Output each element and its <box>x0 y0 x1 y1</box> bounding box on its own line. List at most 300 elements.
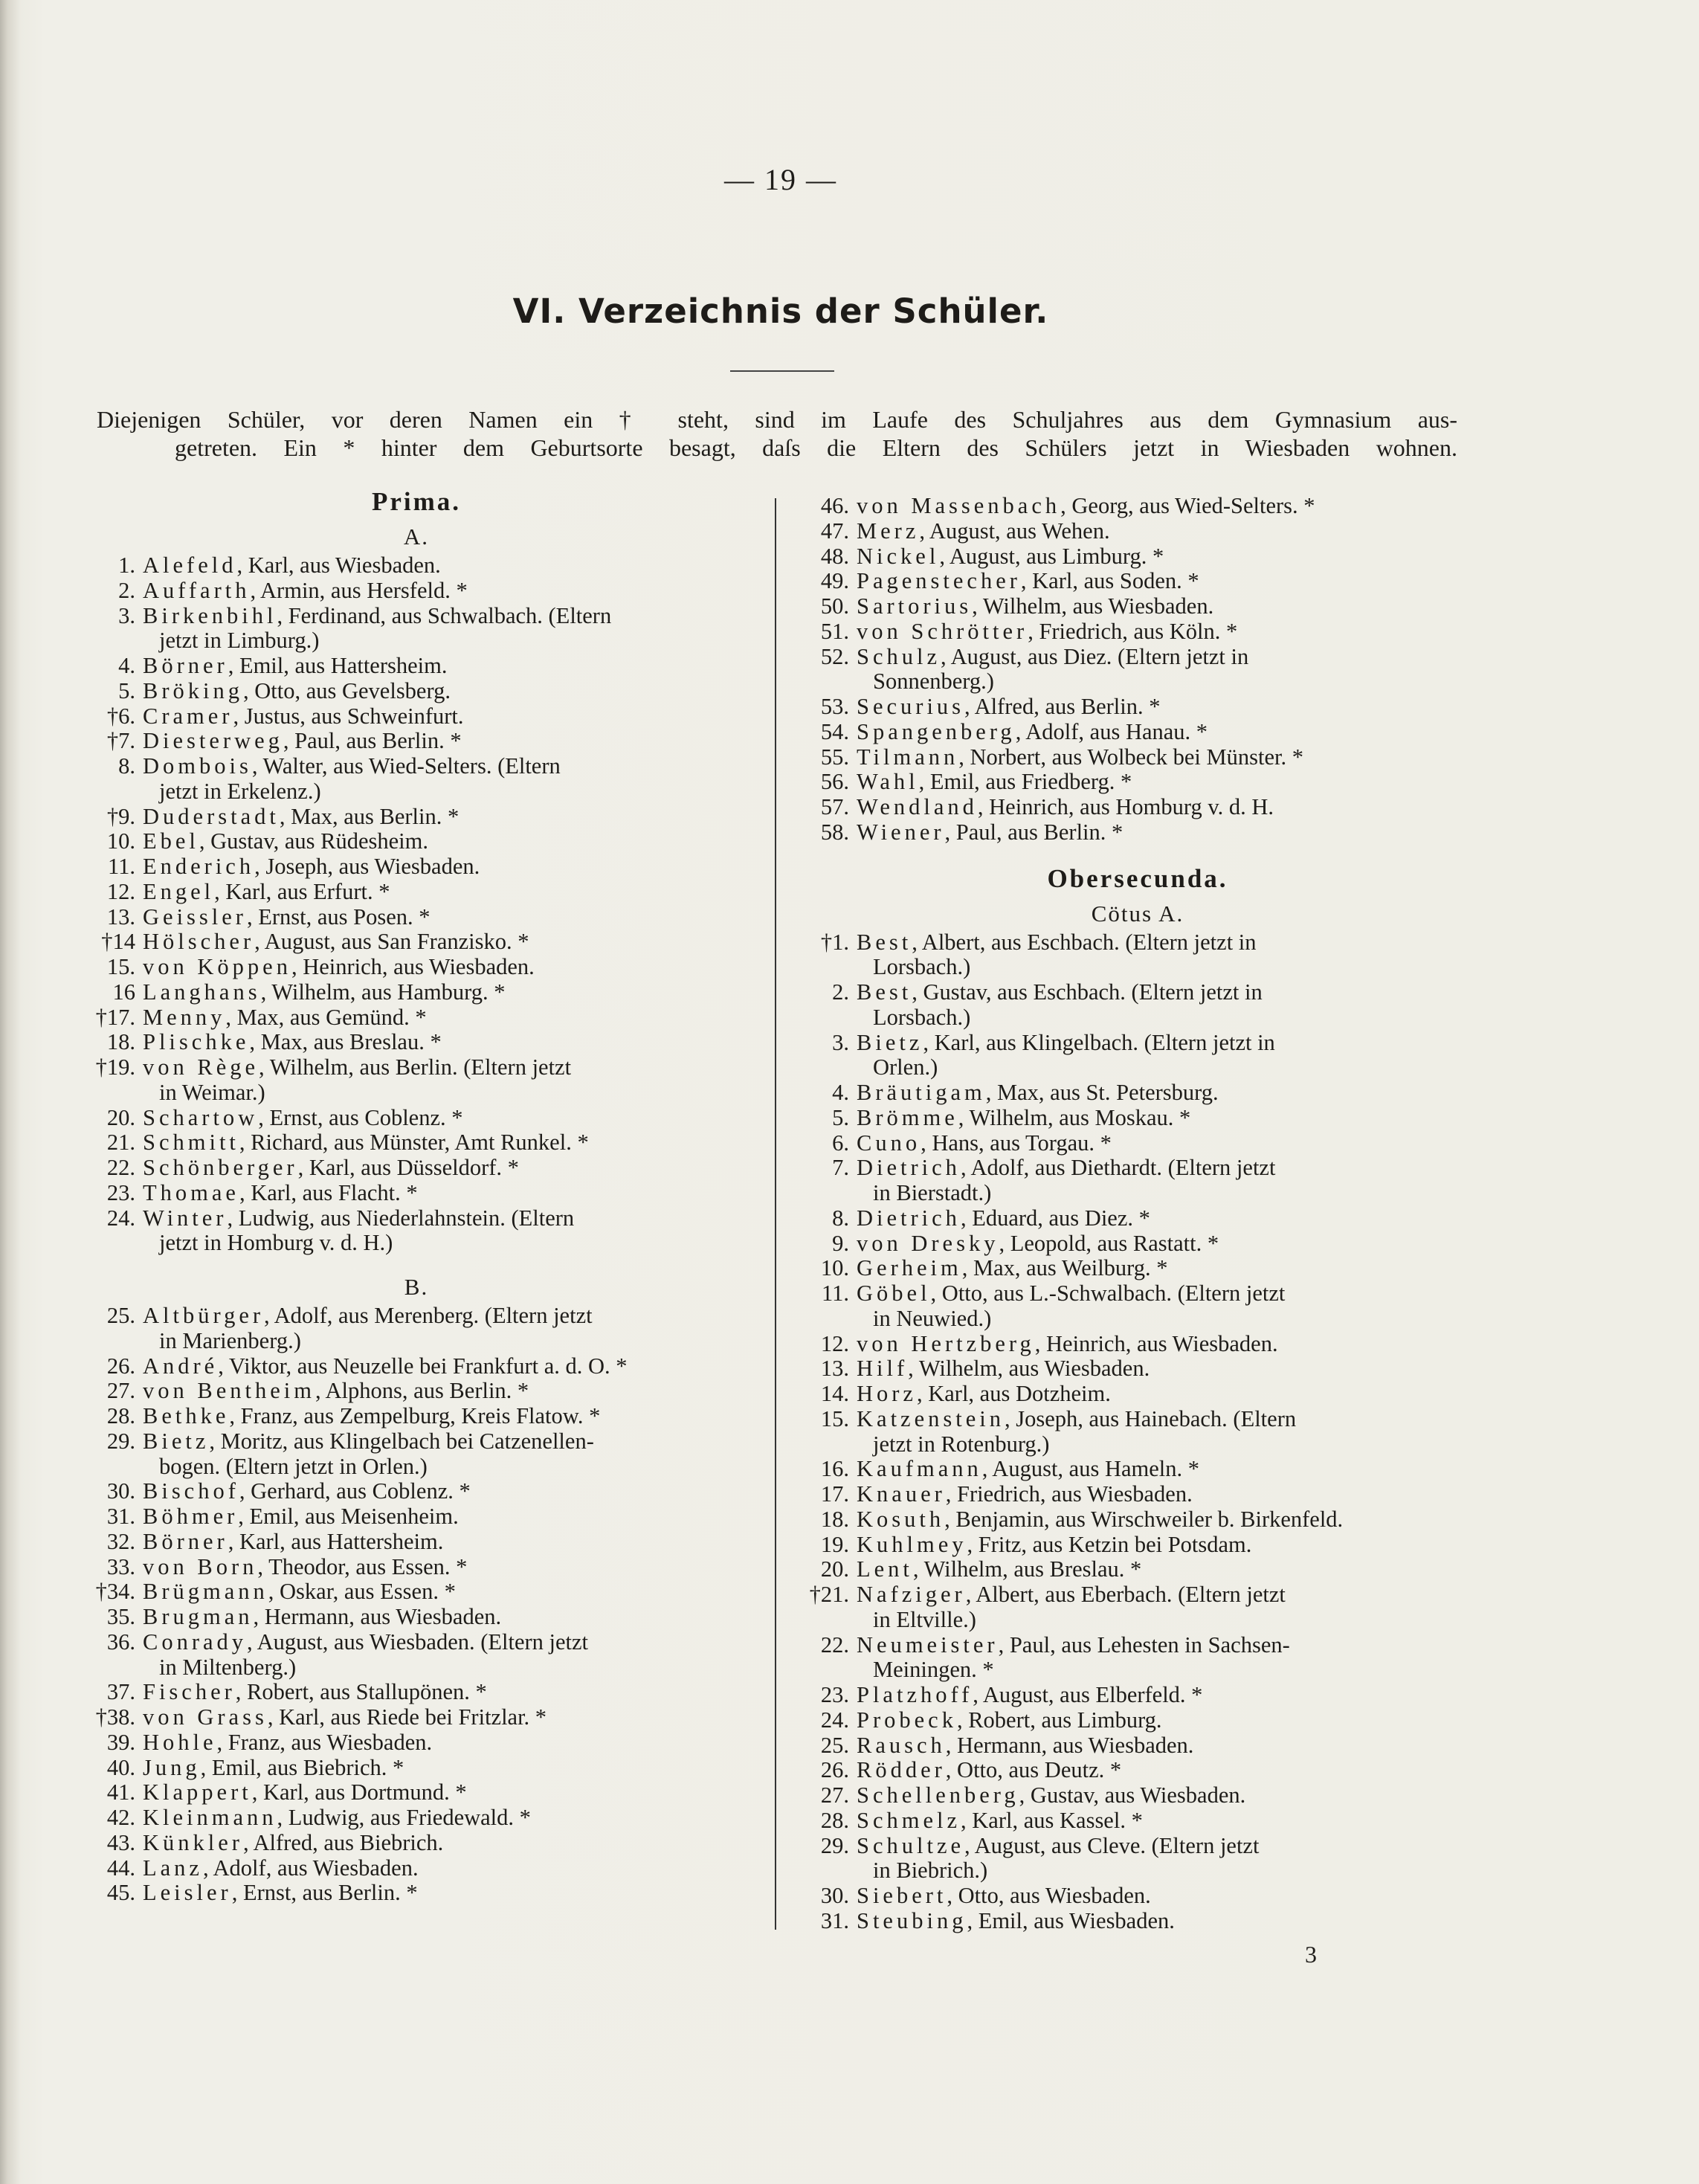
student-details: , Emil, aus Hattersheim. <box>228 653 448 678</box>
entry-number: 46. <box>820 493 849 518</box>
list-item <box>803 1356 1472 1382</box>
entry-text <box>857 1758 1472 1783</box>
student-surname: Langhans <box>143 979 261 1005</box>
student-details: , Hermann, aus Wiesbaden. <box>253 1604 502 1629</box>
student-surname: Wendland <box>857 794 978 819</box>
entry-text <box>143 754 744 805</box>
list-item <box>89 1479 744 1504</box>
list-item <box>89 1856 744 1881</box>
student-details-continued: in Bierstadt.) <box>873 1180 992 1205</box>
list-item <box>89 704 744 729</box>
student-surname: Jung <box>143 1754 201 1780</box>
student-surname: von Bentheim <box>143 1378 315 1404</box>
list-item <box>803 1708 1472 1733</box>
entry-text <box>143 729 744 754</box>
entry-number: 3. <box>832 1029 849 1055</box>
student-details: , Friedrich, aus Köln. * <box>1028 618 1238 644</box>
student-details: , Emil, aus Wiesbaden. <box>967 1907 1175 1933</box>
right-column <box>803 494 1472 1934</box>
entry-text <box>143 1530 744 1555</box>
entry-number: 47. <box>820 518 849 544</box>
entry-number: 22. <box>820 1631 849 1658</box>
list-item <box>89 1605 744 1630</box>
student-details: , Alfred, aus Berlin. * <box>964 694 1161 719</box>
student-surname: Kuhlmey <box>857 1531 967 1557</box>
student-surname: Cuno <box>857 1130 921 1156</box>
student-details: , Ernst, aus Coblenz. * <box>258 1104 463 1130</box>
entry-text <box>143 980 744 1005</box>
entry-number: 27. <box>820 1782 849 1808</box>
entry-text <box>143 1304 744 1354</box>
entry-number: 57. <box>820 794 849 819</box>
list-item <box>803 1407 1472 1457</box>
entry-number: 18. <box>106 1029 135 1055</box>
student-surname: Altbürger <box>143 1303 265 1328</box>
student-surname: Winter <box>143 1205 228 1231</box>
entry-number: 9. <box>832 1230 849 1256</box>
entry-number: 8. <box>118 753 135 779</box>
entry-number: 10. <box>820 1255 849 1281</box>
entry-number: 28. <box>820 1807 849 1833</box>
student-details: , Moritz, aus Klingelbach bei Catzenellen- <box>209 1428 594 1454</box>
entry-text <box>857 1156 1472 1206</box>
list-item <box>89 1156 744 1181</box>
entry-number: 56. <box>820 769 849 795</box>
student-details: , Otto, aus Wiesbaden. <box>947 1883 1151 1908</box>
student-details: , Karl, aus Dotzheim. <box>916 1381 1111 1406</box>
student-surname: Bräutigam <box>857 1080 986 1105</box>
list-item <box>89 980 744 1005</box>
entry-text <box>143 553 744 579</box>
title-rule <box>730 370 834 372</box>
list-item <box>89 729 744 754</box>
list-item <box>89 604 744 654</box>
list-item <box>89 1831 744 1856</box>
student-details: , August, aus Diez. (Eltern jetzt in <box>941 643 1249 669</box>
student-details-continued: Lorsbach.) <box>873 954 971 980</box>
student-details-continued: jetzt in Erkelenz.) <box>159 778 321 804</box>
entry-text <box>857 795 1472 820</box>
list-item <box>803 1031 1472 1081</box>
student-surname: Wiener <box>857 819 945 845</box>
student-details: , August, aus San Franzisko. * <box>254 929 529 955</box>
entry-number: 58. <box>820 819 849 845</box>
student-details-continued: jetzt in Limburg.) <box>159 628 320 654</box>
student-surname: Schellenberg <box>857 1782 1019 1808</box>
student-details: , Karl, aus Düsseldorf. * <box>297 1155 519 1180</box>
list-item <box>803 1909 1472 1934</box>
entry-text <box>143 1504 744 1530</box>
group-label-a: A. <box>403 524 430 550</box>
entry-text <box>857 519 1472 544</box>
student-details: , Heinrich, aus Wiesbaden. <box>1034 1330 1278 1356</box>
entry-text <box>857 1683 1472 1708</box>
student-details: , Franz, aus Zempelburg, Kreis Flatow. * <box>229 1403 601 1428</box>
student-surname: Siebert <box>857 1883 947 1908</box>
list-item <box>89 1630 744 1681</box>
entry-text <box>857 1031 1472 1081</box>
entry-number: 20. <box>820 1556 849 1582</box>
entry-number: 42. <box>106 1805 135 1830</box>
student-surname: Schartow <box>143 1104 259 1130</box>
list-item <box>803 1106 1472 1131</box>
student-surname: Spangenberg <box>857 718 1016 744</box>
entry-text <box>857 820 1472 845</box>
student-surname: Bethke <box>143 1403 230 1428</box>
list-item <box>803 745 1472 770</box>
entry-number: 43. <box>106 1829 135 1855</box>
list-item <box>803 594 1472 619</box>
student-details: , Gustav, aus Wiesbaden. <box>1019 1782 1246 1808</box>
list-item <box>89 1579 744 1605</box>
entry-text <box>857 1909 1472 1934</box>
student-details: , Fritz, aus Ketzin bei Potsdam. <box>967 1531 1252 1557</box>
spacer <box>803 845 1472 860</box>
list-item <box>89 579 744 604</box>
entry-number: 51. <box>820 618 849 644</box>
entry-number: 32. <box>106 1528 135 1554</box>
student-surname: Dietrich <box>857 1155 961 1181</box>
entry-number: 52. <box>820 643 849 669</box>
entry-text <box>857 1557 1472 1582</box>
entry-text <box>143 604 744 654</box>
entry-text <box>857 1231 1472 1257</box>
list-item <box>89 930 744 955</box>
student-details: , Oskar, aus Essen. * <box>268 1579 456 1605</box>
list-item <box>803 1533 1472 1558</box>
list-item <box>803 1206 1472 1231</box>
student-details-continued: jetzt in Rotenburg.) <box>873 1431 1050 1457</box>
student-details: , August, aus Elberfeld. * <box>973 1682 1203 1707</box>
list-item <box>803 1582 1472 1633</box>
list-item <box>803 569 1472 594</box>
list-item <box>89 1055 744 1106</box>
student-details: , Wilhelm, aus Wiesbaden. <box>908 1356 1150 1382</box>
entry-number: †14 <box>101 929 135 955</box>
entry-text <box>857 1533 1472 1558</box>
section-heading-obersecunda: Obersecunda. <box>1047 863 1228 893</box>
list-item <box>89 1130 744 1156</box>
list-item <box>89 1005 744 1031</box>
student-details: , August, aus Limburg. * <box>939 543 1164 569</box>
entry-number: 30. <box>106 1478 135 1504</box>
entry-number: 28. <box>106 1403 135 1428</box>
student-surname: Schmitt <box>143 1130 239 1156</box>
student-surname: Knauer <box>857 1481 946 1507</box>
student-details: , Max, aus Gemünd. * <box>225 1004 427 1030</box>
student-details: , August, aus Cleve. (Eltern jetzt <box>964 1832 1260 1858</box>
student-surname: Bietz <box>143 1428 210 1454</box>
student-details: , Benjamin, aus Wirschweiler b. Birkenfeld. <box>944 1506 1344 1532</box>
entry-number: 41. <box>106 1779 135 1805</box>
student-details: , Joseph, aus Hainebach. (Eltern <box>1004 1405 1297 1431</box>
entry-text <box>143 805 744 830</box>
list-item <box>803 1156 1472 1206</box>
list-item <box>89 1379 744 1404</box>
student-details-continued: Meiningen. * <box>873 1657 994 1683</box>
student-surname: Klappert <box>143 1779 252 1805</box>
entry-number: 23. <box>106 1179 135 1205</box>
entry-number: 37. <box>106 1679 135 1705</box>
entry-number: 12. <box>106 878 135 904</box>
list-item <box>803 980 1472 1031</box>
list-item <box>89 880 744 905</box>
student-details: , Viktor, aus Neuzelle bei Frankfurt a. d. O. * <box>218 1353 628 1379</box>
entry-text <box>857 1457 1472 1482</box>
entry-text <box>143 1579 744 1605</box>
student-surname: von Hertzberg <box>857 1330 1035 1356</box>
student-details: , Karl, aus Wiesbaden. <box>236 553 441 578</box>
entry-text <box>857 1106 1472 1131</box>
list-item <box>803 1733 1472 1759</box>
entry-number: 5. <box>832 1104 849 1130</box>
student-details: , Alphons, aus Berlin. * <box>315 1378 529 1404</box>
list-item <box>803 1332 1472 1357</box>
student-details-continued: Orlen.) <box>873 1054 938 1080</box>
student-details: , August, aus Wehen. <box>919 518 1110 544</box>
entry-text <box>857 619 1472 645</box>
list-item <box>803 544 1472 570</box>
entry-text <box>143 1831 744 1856</box>
student-details: , Ludwig, aus Niederlahnstein. (Eltern <box>227 1205 575 1231</box>
entry-number: †9. <box>106 803 135 829</box>
student-surname: Dietrich <box>857 1205 961 1231</box>
student-surname: Lent <box>857 1556 913 1582</box>
entry-number: 24. <box>820 1707 849 1733</box>
student-list-prima-b <box>89 1304 744 1906</box>
list-item <box>89 1504 744 1530</box>
student-surname: Bietz <box>857 1029 923 1055</box>
list-item <box>89 1881 744 1906</box>
student-details: , Ernst, aus Berlin. * <box>231 1880 418 1906</box>
entry-text <box>143 1555 744 1580</box>
entry-text <box>857 1332 1472 1357</box>
entry-number: 15. <box>106 954 135 979</box>
student-surname: von Rège <box>143 1054 259 1080</box>
student-surname: Nickel <box>857 543 940 569</box>
entry-text <box>857 770 1472 795</box>
student-surname: Duderstadt <box>143 803 280 829</box>
entry-number: 48. <box>820 543 849 569</box>
student-surname: Best <box>857 979 912 1005</box>
student-surname: Nafziger <box>857 1582 966 1607</box>
student-surname: von Köppen <box>143 954 291 979</box>
list-item <box>803 695 1472 720</box>
student-details: , Otto, aus Gevelsberg. <box>242 677 451 703</box>
student-surname: Pagenstecher <box>857 568 1021 594</box>
list-item <box>803 1783 1472 1808</box>
student-details: , Friedrich, aus Wiesbaden. <box>945 1481 1193 1507</box>
student-surname: Börner <box>143 653 228 678</box>
entry-text <box>857 1482 1472 1507</box>
student-surname: Conrady <box>143 1629 248 1655</box>
list-item <box>803 619 1472 645</box>
student-surname: Göbel <box>857 1281 931 1306</box>
entry-text <box>143 704 744 729</box>
student-surname: Dombois <box>143 753 252 779</box>
entry-number: 3. <box>118 602 135 628</box>
entry-text <box>143 1130 744 1156</box>
student-details: , Eduard, aus Diez. * <box>960 1205 1150 1231</box>
list-item <box>803 720 1472 745</box>
list-item <box>89 679 744 704</box>
entry-number: 13. <box>106 903 135 930</box>
student-surname: Rödder <box>857 1757 946 1783</box>
entry-text <box>143 1780 744 1805</box>
entry-number: 22. <box>106 1155 135 1180</box>
student-surname: Probeck <box>857 1707 957 1733</box>
student-details-continued: in Weimar.) <box>159 1079 265 1105</box>
student-surname: Böhmer <box>143 1504 239 1529</box>
entry-text <box>857 1382 1472 1407</box>
student-details: , Heinrich, aus Wiesbaden. <box>291 954 535 979</box>
student-details: , Armin, aus Hersfeld. * <box>250 577 468 603</box>
student-surname: Gerheim <box>857 1255 962 1281</box>
student-details: , Emil, aus Biebrich. * <box>200 1754 404 1780</box>
entry-text <box>857 1080 1472 1106</box>
entry-number: 11. <box>108 854 135 879</box>
list-item <box>803 1256 1472 1281</box>
entry-number: 2. <box>118 577 135 603</box>
student-surname: Best <box>857 929 912 955</box>
list-item <box>89 654 744 679</box>
student-surname: von Schrötter <box>857 618 1028 644</box>
entry-number: 23. <box>820 1682 849 1707</box>
student-details: , Ferdinand, aus Schwalbach. (Eltern <box>277 602 612 628</box>
list-item <box>803 1080 1472 1106</box>
entry-text <box>143 1181 744 1206</box>
student-details: , Max, aus Weilburg. * <box>961 1255 1168 1281</box>
list-item <box>803 1507 1472 1533</box>
entry-number: 10. <box>106 828 135 854</box>
entry-number: 12. <box>820 1330 849 1356</box>
entry-number: 18. <box>820 1506 849 1532</box>
left-column <box>89 483 744 1906</box>
student-surname: Schmelz <box>857 1807 961 1833</box>
entry-text <box>857 1783 1472 1808</box>
column-divider <box>775 498 776 1930</box>
entry-number: †34. <box>95 1579 135 1605</box>
entry-text <box>143 1680 744 1705</box>
list-item <box>803 930 1472 981</box>
entry-text <box>143 654 744 679</box>
list-item <box>89 1555 744 1580</box>
student-surname: Künkler <box>143 1829 243 1855</box>
sheet-signature: 3 <box>1305 1941 1317 1968</box>
list-item <box>803 1808 1472 1834</box>
student-details: , Karl, aus Klingelbach. (Eltern jetzt in <box>923 1029 1275 1055</box>
student-details-continued: in Miltenberg.) <box>159 1654 297 1680</box>
student-surname: Steubing <box>857 1907 967 1933</box>
student-details: , Norbert, aus Wolbeck bei Münster. * <box>958 744 1303 770</box>
list-item <box>89 829 744 854</box>
student-details: , Emil, aus Friedberg. * <box>918 769 1132 795</box>
student-surname: Bischof <box>143 1478 239 1504</box>
entry-number: 24. <box>106 1205 135 1231</box>
entry-text <box>143 880 744 905</box>
intro-line-2: getreten. Ein * hinter dem Geburtsorte besagt, daſs die Eltern des Schülers jetzt in Wiesbaden wohnen. <box>175 434 1457 461</box>
entry-text <box>143 1605 744 1630</box>
entry-number: 16 <box>112 979 135 1005</box>
student-details: , Georg, aus Wied-Selters. * <box>1060 493 1315 518</box>
list-item <box>803 1633 1472 1684</box>
entry-text <box>857 1633 1472 1684</box>
entry-number: 53. <box>820 694 849 719</box>
student-details: , Emil, aus Meisenheim. <box>238 1504 459 1529</box>
list-item <box>803 1131 1472 1156</box>
group-label-coetus-a: Cötus A. <box>1091 900 1184 927</box>
student-details: , Otto, aus Deutz. * <box>945 1757 1122 1783</box>
student-list-obersecunda <box>803 930 1472 1934</box>
student-details: , Max, aus Berlin. * <box>279 803 460 829</box>
student-surname: Sartorius <box>857 593 973 619</box>
list-item <box>89 754 744 805</box>
student-surname: Bröking <box>143 677 243 703</box>
entry-number: 20. <box>106 1104 135 1130</box>
entry-text <box>143 1030 744 1055</box>
entry-number: 29. <box>820 1832 849 1858</box>
entry-number: 35. <box>106 1604 135 1629</box>
student-details: , Adolf, aus Hanau. * <box>1015 718 1208 744</box>
list-item <box>89 1181 744 1206</box>
spacer <box>89 1256 744 1271</box>
student-surname: Tilmann <box>857 744 959 770</box>
student-surname: Kaufmann <box>857 1456 982 1482</box>
student-surname: von Massenbach <box>857 493 1061 518</box>
student-surname: von Dresky <box>857 1230 999 1256</box>
list-item <box>89 1680 744 1705</box>
student-details: , Max, aus St. Petersburg. <box>985 1080 1219 1105</box>
entry-text <box>143 1856 744 1881</box>
student-details: , Paul, aus Berlin. * <box>944 819 1123 845</box>
student-details: , Franz, aus Wiesbaden. <box>216 1729 433 1755</box>
student-surname: Schönberger <box>143 1155 298 1180</box>
entry-number: 31. <box>106 1504 135 1529</box>
entry-number: †17. <box>95 1004 135 1030</box>
entry-text <box>143 1479 744 1504</box>
entry-number: 25. <box>106 1303 135 1328</box>
list-item <box>803 494 1472 519</box>
student-surname: Schultze <box>857 1832 965 1858</box>
student-surname: von Born <box>143 1553 258 1579</box>
list-item <box>803 1884 1472 1909</box>
entry-number: 54. <box>820 718 849 744</box>
entry-text <box>857 1733 1472 1759</box>
list-item <box>803 795 1472 820</box>
entry-text <box>857 1808 1472 1834</box>
entry-text <box>857 745 1472 770</box>
entry-number: 36. <box>106 1629 135 1655</box>
student-surname: André <box>143 1353 219 1379</box>
list-item <box>89 1030 744 1055</box>
entry-text <box>143 1730 744 1756</box>
student-details: , Karl, aus Erfurt. * <box>214 878 390 904</box>
entry-text <box>857 1884 1472 1909</box>
student-details: , Ludwig, aus Friedewald. * <box>277 1805 531 1830</box>
entry-number: 30. <box>820 1883 849 1908</box>
student-surname: Thomae <box>143 1179 239 1205</box>
student-details: , Gustav, aus Eschbach. (Eltern jetzt in <box>912 979 1263 1005</box>
list-item <box>89 1805 744 1831</box>
student-surname: Fischer <box>143 1679 236 1705</box>
entry-text <box>857 1834 1472 1884</box>
entry-number: 4. <box>118 653 135 678</box>
student-details: , Wilhelm, aus Breslau. * <box>912 1556 1142 1582</box>
list-item <box>803 1758 1472 1783</box>
entry-number: 49. <box>820 568 849 594</box>
entry-text <box>857 1582 1472 1633</box>
list-item <box>89 1429 744 1480</box>
